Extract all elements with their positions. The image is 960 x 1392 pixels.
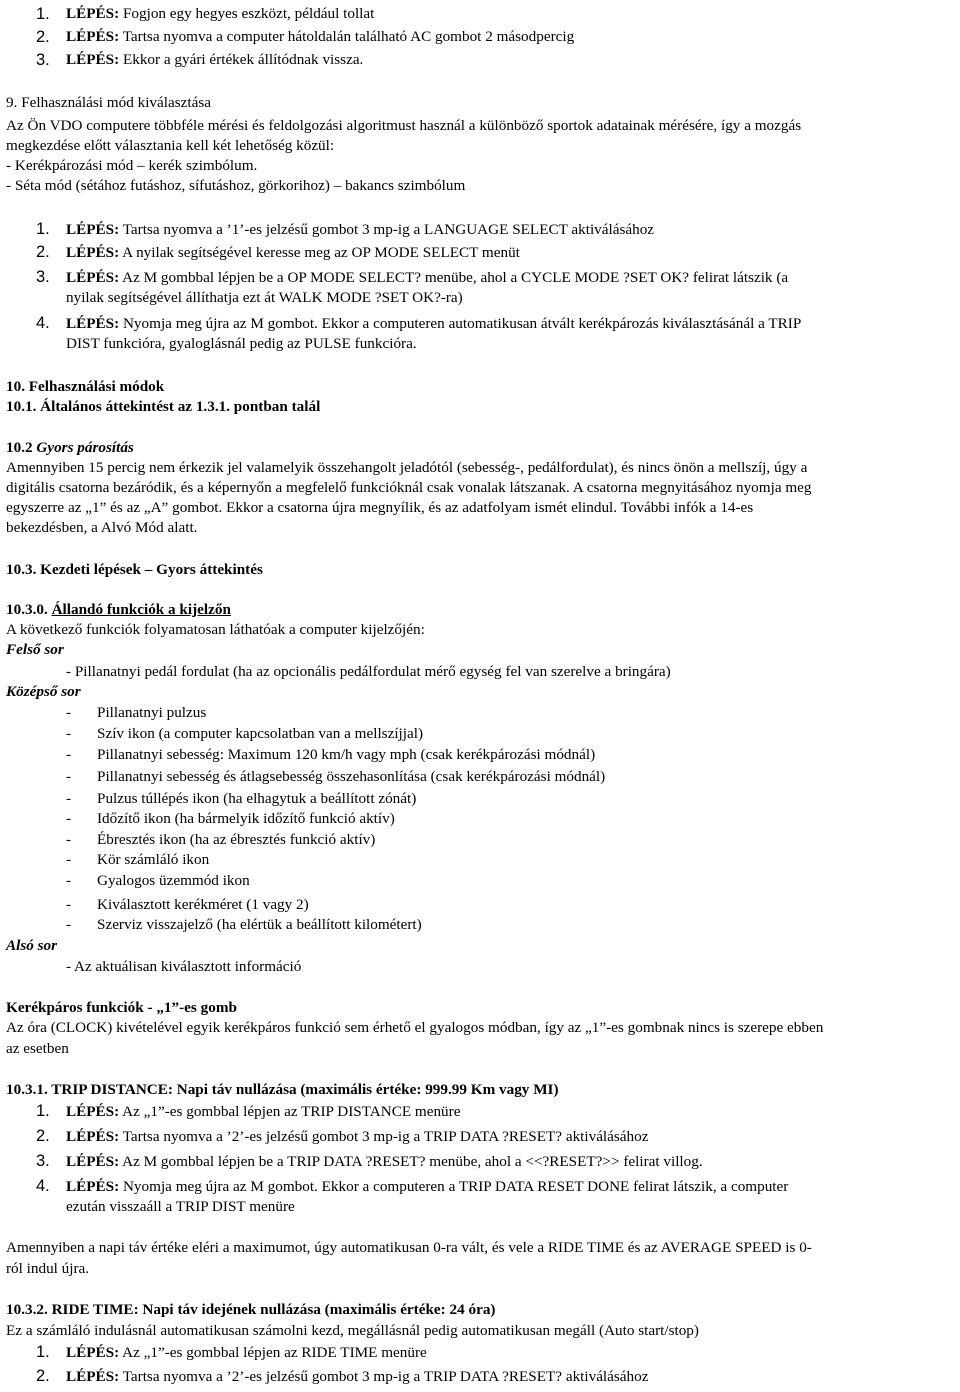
paragraph-line: bekezdésben, a Alvó Mód alatt. [6,519,198,536]
step-label: LÉPÉS: [66,269,120,286]
section-intro: Ez a számláló indulásnál automatikusan számolni kezd, megállásnál pedig automatikusan megáll (Auto start/stop) [6,1322,699,1339]
step-label: LÉPÉS: [66,1344,120,1361]
section-intro: A következő funkciók folyamatosan láthatóak a computer kijelzőjén: [6,621,425,638]
step-text: Tartsa nyomva a computer hátoldalán található AC gombot 2 másodpercig [122,28,575,45]
paragraph-line: Amennyiben 15 percig nem érkezik jel valamelyik összehangolt jeladótól (sebesség-, pedálfordulat), és nincs önön a mellszíj, úgy a [6,459,808,476]
step-label: LÉPÉS: [66,28,120,45]
bullet-dash: - [66,872,72,889]
step-label: LÉPÉS: [66,315,120,332]
bullet-dash: - [66,831,72,848]
bullet-dash: - [66,704,72,721]
bullet-dash: - [66,768,72,785]
step-text: Az „1”-es gombbal lépjen az TRIP DISTANCE menüre [122,1103,461,1120]
lower-row-label: Alsó sor [6,937,58,954]
section-10-2-heading [6,438,954,458]
paragraph-line: ról indul újra. [6,1260,90,1277]
step-text: Tartsa nyomva a ’2’-es jelzésű gombot 3 mp-ig a TRIP DATA ?RESET? aktiválásához [122,1128,649,1145]
step-number: 3. [36,1152,50,1170]
upper-row-item: - Pillanatnyi pedál fordulat (ha az opcionális pedálfordulat mérő egység fel van szerelve a bringára) [66,663,671,680]
list-item-text: Ébresztés ikon (ha az ébresztés funkció aktív) [97,831,376,848]
step-label: LÉPÉS: [66,1178,120,1195]
list-item-text: Kör számláló ikon [97,851,210,868]
step-text-continued: nyilak segítségével állíthatja ezt át WALK MODE ?SET OK?-ra) [66,289,463,306]
step-number: 2. [36,1367,50,1385]
step-number: 3. [36,268,50,286]
step-label: LÉPÉS: [66,51,120,68]
step-label: LÉPÉS: [66,221,120,238]
bike-functions-heading: Kerékpáros funkciók - „1”-es gomb [6,999,237,1016]
step-label: LÉPÉS: [66,1368,120,1385]
step-number: 2. [36,1127,50,1145]
section-10-3-heading: 10.3. Kezdeti lépések – Gyors áttekintés [6,561,263,578]
step-text: Ekkor a gyári értékek állítódnak vissza. [122,51,364,68]
upper-row-label: Felső sor [6,641,64,658]
section-10-3-0-heading [6,600,954,620]
list-item-text: Kiválasztott kerékméret (1 vagy 2) [97,896,309,913]
middle-row-label: Középső sor [6,683,81,700]
section-title: Állandó funkciók a kijelzőn [51,601,231,618]
section-10-3-1-heading: 10.3.1. TRIP DISTANCE: Napi táv nullázása (maximális értéke: 999.99 Km vagy MI) [6,1081,559,1098]
step-number: 3. [36,51,50,69]
step-text: Tartsa nyomva a ’2’-es jelzésű gombot 3 mp-ig a TRIP DATA ?RESET? aktiválásához [122,1368,649,1385]
paragraph-line: egyszerre az „1” és az „A” gombot. Ekkor a csatorna újra megnyílik, és az adatfolyam ismét elindul. További infók a 14-es [6,499,754,516]
list-item-text: Pillanatnyi pulzus [97,704,207,721]
section-9-intro-line: megkezdése előtt választania kell két lehetőség közül: [6,137,335,154]
section-9-heading: 9. Felhasználási mód kiválasztása [6,94,211,111]
section-number: 10.2 [6,439,33,456]
step-number: 1. [36,5,50,23]
bullet-dash: - [66,896,72,913]
paragraph-line: az esetben [6,1040,69,1057]
section-10-heading: 10. Felhasználási módok [6,378,165,395]
list-item-text: Szív ikon (a computer kapcsolatban van a mellszíjjal) [97,725,424,742]
paragraph-line: Amennyiben a napi táv értéke eléri a maximumot, úgy automatikusan 0-ra vált, és vele a RIDE TIME és az AVERAGE SPEED is 0- [6,1239,812,1256]
lower-row-item: - Az aktuálisan kiválasztott információ [66,958,302,975]
bullet-dash: - [66,746,72,763]
step-number: 1. [36,1343,50,1361]
step-text: Az „1”-es gombbal lépjen az RIDE TIME menüre [122,1344,427,1361]
section-number: 10.3.0. [6,601,48,618]
paragraph-line: digitális csatorna bezáródik, és a képernyőn a megfelelő funkcióknál csak vonalak látszanak. A csatorna megnyitásához nyomja meg [6,479,812,496]
step-text: A nyilak segítségével keresse meg az OP MODE SELECT menüt [122,244,520,261]
step-label: LÉPÉS: [66,1128,120,1145]
section-10-1-heading: 10.1. Általános áttekintést az 1.3.1. pontban talál [6,398,321,415]
step-number: 1. [36,220,50,238]
list-item-text: Gyalogos üzemmód ikon [97,872,250,889]
mode-option-cycling: - Kerékpározási mód – kerék szimbólum. [6,157,258,174]
step-label: LÉPÉS: [66,1103,120,1120]
step-text: Nyomja meg újra az M gombot. Ekkor a computeren a TRIP DATA RESET DONE felirat látszik, a computer [122,1178,789,1195]
step-label: LÉPÉS: [66,244,120,261]
list-item-text: Pulzus túllépés ikon (ha elhagytuk a beállított zónát) [97,790,417,807]
step-label: LÉPÉS: [66,1153,120,1170]
step-text: Tartsa nyomva a ’1’-es jelzésű gombot 3 mp-ig a LANGUAGE SELECT aktiválásához [122,221,655,238]
bullet-dash: - [66,790,72,807]
step-label: LÉPÉS: [66,5,120,22]
step-number: 4. [36,1177,50,1195]
bullet-dash: - [66,916,72,933]
step-number: 2. [36,243,50,261]
list-item-text: Szerviz visszajelző (ha elértük a beállított kilométert) [97,916,422,933]
step-text-continued: DIST funkcióra, gyaloglásnál pedig az PULSE funkcióra. [66,335,417,352]
step-text: Fogjon egy hegyes eszközt, például tollat [122,5,375,22]
list-item-text: Pillanatnyi sebesség: Maximum 120 km/h vagy mph (csak kerékpározási módnál) [97,746,596,763]
step-text: Nyomja meg újra az M gombot. Ekkor a computeren automatikusan átvált kerékpározás kiválasztásánál a TRIP [122,315,802,332]
bullet-dash: - [66,810,72,827]
step-text: Az M gombbal lépjen be a OP MODE SELECT? menübe, ahol a CYCLE MODE ?SET OK? felirat látszik (a [119,269,789,286]
paragraph-line: Az óra (CLOCK) kivételével egyik kerékpáros funkció sem érhető el gyalogos módban, így az „1”-es gombnak nincs is szerepe ebben [6,1019,824,1036]
section-9-intro-line: Az Ön VDO computere többféle mérési és feldolgozási algoritmust használ a különböző sportok adatainak mérésére, így a mozgás [6,117,802,134]
list-item-text: Pillanatnyi sebesség és átlagsebesség összehasonlítása (csak kerékpározási módnál) [97,768,606,785]
mode-option-walking: - Séta mód (sétához futáshoz, sífutáshoz, görkorihoz) – bakancs szimbólum [6,177,466,194]
section-10-3-2-heading: 10.3.2. RIDE TIME: Napi táv idejének nullázása (maximális értéke: 24 óra) [6,1301,496,1318]
step-number: 2. [36,28,50,46]
section-title: Gyors párosítás [36,439,134,456]
bullet-dash: - [66,851,72,868]
step-number: 1. [36,1102,50,1120]
step-text: Az M gombbal lépjen be a TRIP DATA ?RESET? menübe, ahol a <<?RESET?>> felirat villog. [119,1153,703,1170]
step-text-continued: ezután visszaáll a TRIP DIST menüre [66,1198,295,1215]
list-item-text: Időzítő ikon (ha bármelyik időzítő funkció aktív) [97,810,395,827]
step-number: 4. [36,314,50,332]
bullet-dash: - [66,725,72,742]
